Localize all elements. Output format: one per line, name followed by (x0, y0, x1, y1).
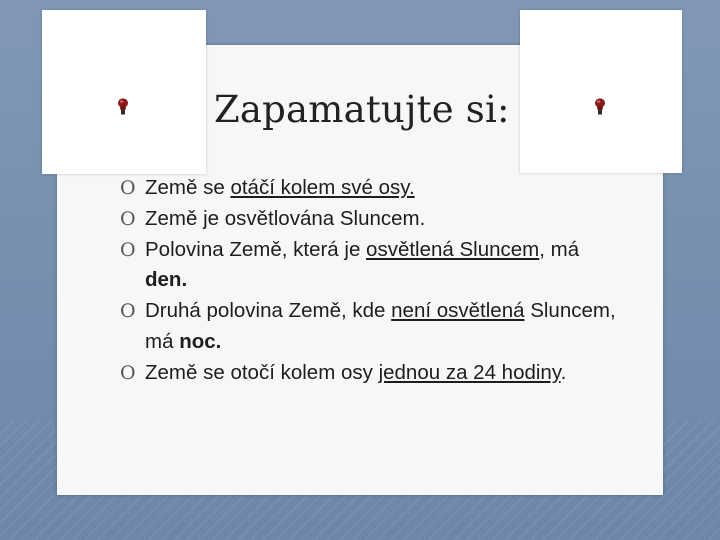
bullet-item (120, 173, 620, 204)
bullet-item (120, 204, 620, 235)
bullet-marker: O (120, 238, 136, 261)
bullet-list (120, 173, 620, 389)
bullet-text: Druhá polovina Země, kde (145, 299, 392, 323)
bullet-text: Země se otočí kolem osy (145, 360, 379, 384)
bullet-marker: O (120, 361, 136, 384)
bullet-item (120, 296, 620, 358)
bullet-text: Země je osvětlována Sluncem. (145, 206, 426, 230)
bullet-item (120, 358, 620, 389)
bullet-text: noc. (179, 329, 222, 353)
bullet-text: , má (539, 237, 580, 261)
photo-tile-left (42, 10, 206, 174)
pushpin-icon (117, 98, 129, 116)
bullet-text: otáčí kolem své osy. (230, 176, 415, 199)
bullet-text: Země se (145, 176, 231, 199)
bullet-text: Sluncem, má (145, 299, 616, 353)
bullet-text: den. (145, 268, 188, 292)
bullet-text: Polovina Země, která je (145, 237, 367, 261)
bullet-marker: O (120, 300, 136, 323)
bullet-marker: O (120, 177, 136, 199)
bullet-item (120, 235, 620, 297)
photo-tile-right (520, 10, 682, 173)
bullet-text: osvětlená Sluncem (366, 237, 540, 261)
pushpin-icon (594, 98, 606, 116)
slide-title: Zapamatujte si: (214, 88, 510, 131)
bullet-text: není osvětlená (391, 299, 525, 323)
bullet-text: . (560, 360, 567, 384)
bullet-text: jednou za 24 hodiny (378, 360, 561, 384)
bullet-marker: O (120, 207, 136, 230)
